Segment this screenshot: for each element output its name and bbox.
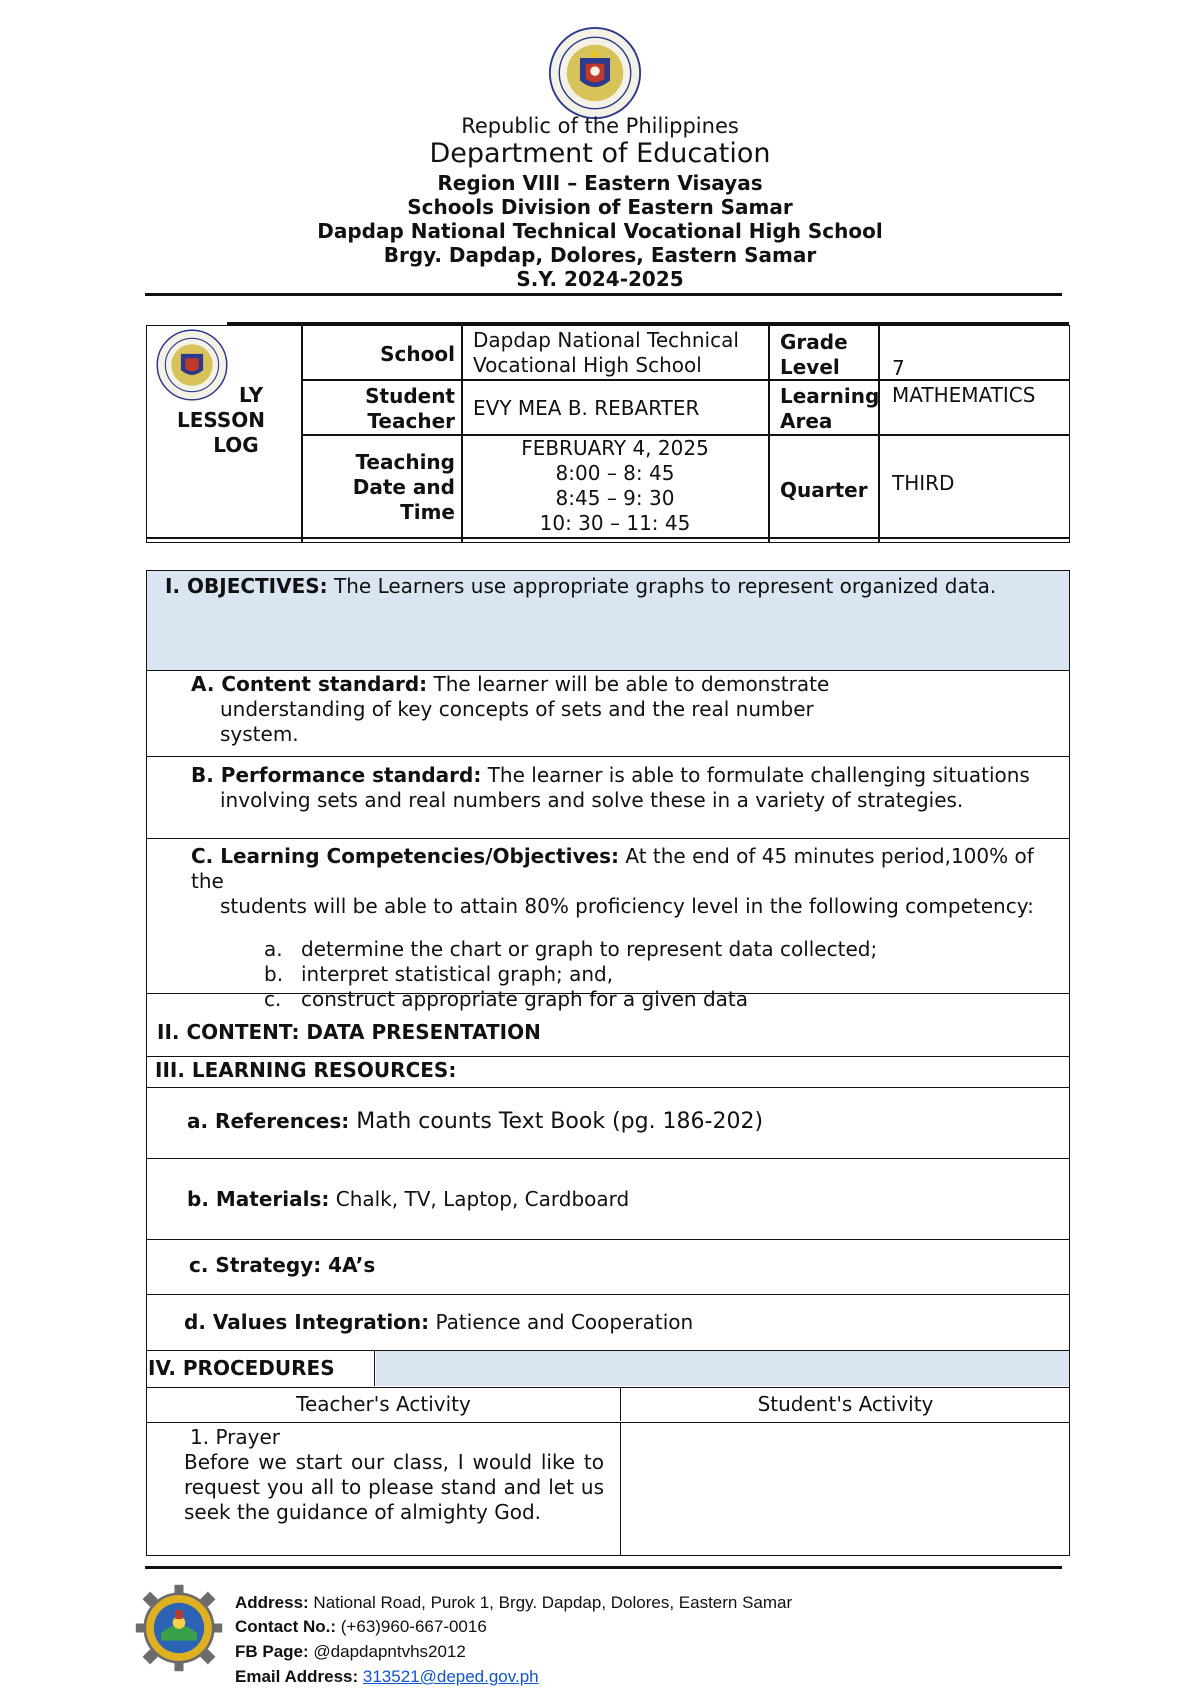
school-name-line: Dapdap National Technical Vocational High School xyxy=(317,219,883,243)
teaching-time-label-line3: Time xyxy=(400,500,455,524)
learning-area-label-line2: Area xyxy=(780,409,833,433)
references-value: Math counts Text Book (pg. 186-202) xyxy=(349,1109,764,1134)
student-teacher-label-line1: Student xyxy=(365,384,455,408)
competencies-label: C. Learning Competencies/Objectives: xyxy=(191,844,620,868)
content-standard-text-3: system. xyxy=(220,722,299,746)
log-title-ly: LY xyxy=(238,383,264,407)
materials-value: Chalk, TV, Laptop, Cardboard xyxy=(329,1187,630,1211)
learning-resources-label: III. LEARNING RESOURCES: xyxy=(155,1058,457,1082)
list-item-text: construct appropriate graph for a given data xyxy=(301,987,749,1011)
row-divider xyxy=(301,379,1069,381)
list-item-text: interpret statistical graph; and, xyxy=(301,962,614,986)
barangay-line: Brgy. Dapdap, Dolores, Eastern Samar xyxy=(383,243,817,267)
teaching-date-value: FEBRUARY 4, 2025 xyxy=(521,436,709,460)
references-label: a. References: xyxy=(187,1109,350,1133)
teaching-time-label-line1: Teaching xyxy=(355,450,455,474)
performance-standard-row xyxy=(147,757,1069,839)
step-title: 1. Prayer xyxy=(190,1425,280,1449)
quarter-label: Quarter xyxy=(780,478,868,502)
time-slot-3: 10: 30 – 11: 45 xyxy=(539,511,691,535)
time-slot-1: 8:00 – 8: 45 xyxy=(555,461,675,485)
procedures-fill xyxy=(376,1351,1069,1386)
step-text: Before we start our class, I would like to request you all to please stand and let us seek the guidance of almighty God. xyxy=(184,1450,604,1524)
list-item xyxy=(264,937,1069,962)
grade-level-label-line2: Level xyxy=(780,355,840,379)
contact-label: Contact No.: xyxy=(235,1617,337,1636)
materials-row xyxy=(147,1159,1069,1240)
header-divider xyxy=(145,293,1062,296)
list-marker: a. xyxy=(264,937,283,961)
list-item xyxy=(264,962,1069,987)
school-value-line2: Vocational High School xyxy=(473,353,702,377)
school-label: School xyxy=(380,342,455,366)
email-link[interactable]: 313521@deped.gov.ph xyxy=(362,1667,539,1686)
deped-seal-logo xyxy=(548,26,642,120)
strategy-label: c. Strategy: 4A’s xyxy=(189,1253,376,1277)
school-value-line1: Dapdap National Technical xyxy=(473,328,739,352)
teacher-activity-header: Teacher's Activity xyxy=(147,1388,621,1421)
grade-level-value: 7 xyxy=(892,356,905,380)
content-section-row xyxy=(147,994,1069,1057)
address-label: Address: xyxy=(235,1593,309,1612)
fb-page-value: @dapdapntvhs2012 xyxy=(308,1642,466,1661)
content-standard-text-1: The learner will be able to demonstrate xyxy=(427,672,830,696)
competencies-text-2: students will be able to attain 80% proficiency level in the following competency: xyxy=(220,894,1034,918)
learning-area-label-line1: Learning xyxy=(780,384,880,408)
lesson-log-header-table xyxy=(146,325,1070,543)
fb-page-label: FB Page: xyxy=(235,1642,309,1661)
region-line: Region VIII – Eastern Visayas xyxy=(437,171,763,195)
school-gear-logo xyxy=(134,1580,224,1676)
competencies-text-1: At the end of 45 minutes period,100% of the xyxy=(191,844,1034,893)
objectives-label: I. OBJECTIVES: xyxy=(165,574,328,598)
log-title-log: LOG xyxy=(213,433,259,457)
content-standard-row xyxy=(147,671,1069,757)
performance-standard-label: B. Performance standard: xyxy=(191,763,482,787)
table-top-rule xyxy=(227,322,1069,326)
teacher-activity-cell xyxy=(147,1423,621,1555)
objectives-text: The Learners use appropriate graphs to represent organized data. xyxy=(327,574,997,598)
values-integration-label: d. Values Integration: xyxy=(184,1310,430,1334)
learning-area-value: MATHEMATICS xyxy=(892,383,1036,407)
teaching-time-label-line2: Date and xyxy=(352,475,455,499)
address-value: National Road, Purok 1, Brgy. Dapdap, Dolores, Eastern Samar xyxy=(308,1593,793,1612)
email-label: Email Address: xyxy=(235,1667,359,1686)
values-integration-value: Patience and Cooperation xyxy=(429,1310,694,1334)
content-standard-label: A. Content standard: xyxy=(191,672,428,696)
procedures-row xyxy=(147,1351,1069,1388)
competencies-row xyxy=(147,839,1069,1011)
republic-line: Republic of the Philippines xyxy=(461,114,739,138)
school-year-line: S.Y. 2024-2025 xyxy=(516,267,684,291)
performance-standard-text-2: involving sets and real numbers and solve these in a variety of strategies. xyxy=(220,788,964,812)
learning-resources-row xyxy=(147,1057,1069,1088)
log-title-lesson: LESSON xyxy=(176,408,266,432)
references-row xyxy=(147,1088,1069,1159)
list-marker: c. xyxy=(264,987,282,1011)
lesson-plan-table xyxy=(146,570,1070,1556)
quarter-value: THIRD xyxy=(892,471,955,495)
performance-standard-text-1: The learner is able to formulate challenging situations xyxy=(481,763,1030,787)
contact-value: (+63)960-667-0016 xyxy=(336,1617,487,1636)
objectives-row xyxy=(147,571,1069,671)
activities-header-row xyxy=(147,1388,1069,1423)
student-activity-header: Student's Activity xyxy=(757,1392,934,1416)
student-teacher-label-line2: Teacher xyxy=(367,409,455,433)
row-divider xyxy=(147,537,1069,539)
grade-level-label-line1: Grade xyxy=(780,330,848,354)
list-item-text: determine the chart or graph to represent data collected; xyxy=(301,937,878,961)
materials-label: b. Materials: xyxy=(187,1187,330,1211)
student-teacher-value: EVY MEA B. REBARTER xyxy=(473,396,700,420)
strategy-row xyxy=(147,1240,1069,1295)
department-title: Department of Education xyxy=(429,138,771,169)
time-slot-2: 8:45 – 9: 30 xyxy=(555,486,675,510)
division-line: Schools Division of Eastern Samar xyxy=(407,195,793,219)
prayer-row xyxy=(147,1423,1069,1555)
values-integration-row xyxy=(147,1295,1069,1351)
content-section-label: II. CONTENT: DATA PRESENTATION xyxy=(157,1020,541,1044)
content-standard-text-2: understanding of key concepts of sets and the real number xyxy=(220,697,814,721)
procedures-label: IV. PROCEDURES xyxy=(147,1351,375,1386)
footer-divider xyxy=(145,1566,1062,1569)
list-marker: b. xyxy=(264,962,284,986)
